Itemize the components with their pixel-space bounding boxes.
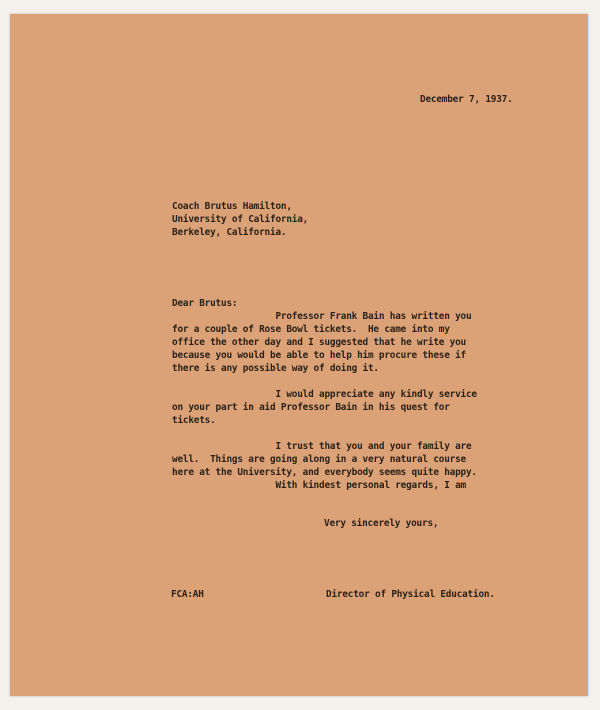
paragraph-line: I would appreciate any kindly service xyxy=(172,389,477,400)
closing: Very sincerely yours, xyxy=(324,518,439,529)
address-line-1: Coach Brutus Hamilton, xyxy=(172,201,292,212)
paragraph-line: office the other day and I suggested that he write you xyxy=(172,337,466,348)
paragraph-3 xyxy=(172,440,512,479)
paragraph-line: for a couple of Rose Bowl tickets. He came into my xyxy=(172,324,450,335)
letter-body xyxy=(10,14,588,696)
paragraph-line: well. Things are going along in a very natural course xyxy=(172,454,466,465)
paragraph-1 xyxy=(172,310,512,375)
letter-date: December 7, 1937. xyxy=(420,94,513,105)
paragraph-line: on your part in aid Professor Bain in his quest for xyxy=(172,402,450,413)
paragraph-line: here at the University, and everybody seems quite happy. xyxy=(172,467,477,478)
paragraph-line: tickets. xyxy=(172,415,216,426)
paragraph-line: Professor Frank Bain has written you xyxy=(172,311,472,322)
signature-title: Director of Physical Education. xyxy=(326,589,495,600)
letter-page xyxy=(10,14,588,696)
paragraph-line: I trust that you and your family are xyxy=(172,441,472,452)
salutation: Dear Brutus: xyxy=(172,298,238,309)
paragraph-4 xyxy=(172,479,512,492)
paragraph-line: With kindest personal regards, I am xyxy=(172,480,466,491)
address-line-2: University of California, xyxy=(172,214,309,225)
paragraph-line: there is any possible way of doing it. xyxy=(172,363,379,374)
paragraph-line: because you would be able to help him procure these if xyxy=(172,350,466,361)
address-line-3: Berkeley, California. xyxy=(172,227,287,238)
paragraph-2 xyxy=(172,388,512,427)
typist-initials: FCA:AH xyxy=(171,589,204,600)
